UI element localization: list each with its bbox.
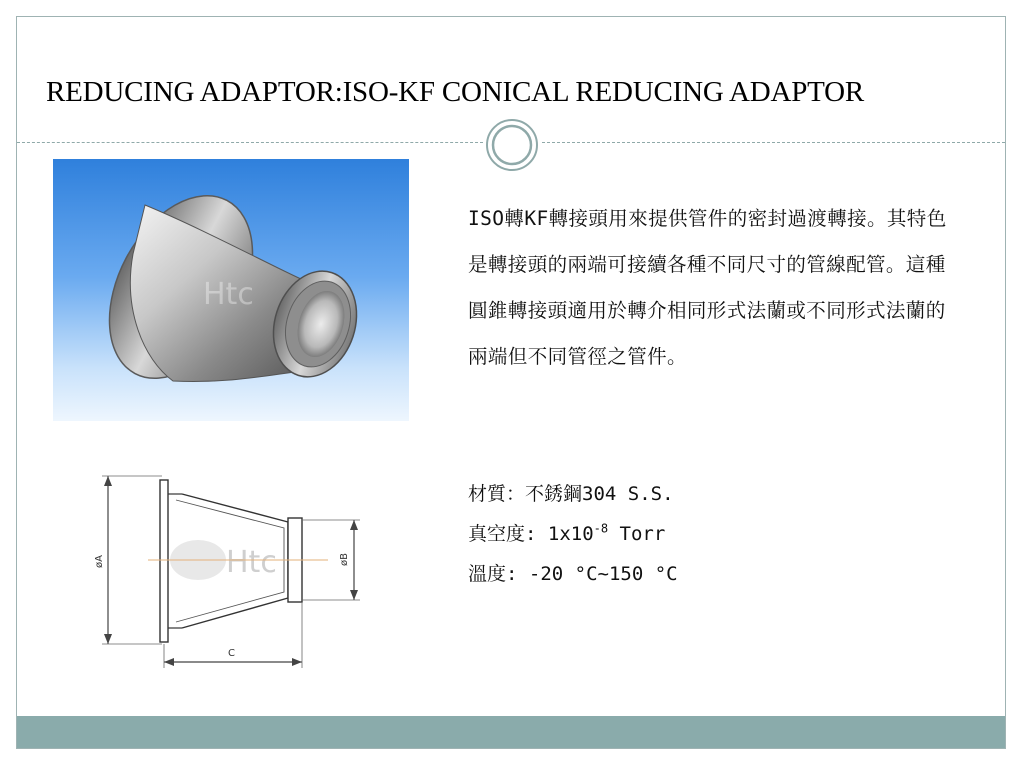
technical-drawing	[88, 460, 388, 698]
dimension-c-label: C	[228, 648, 235, 659]
product-photo	[53, 159, 409, 421]
product-description: ISO轉KF轉接頭用來提供管件的密封過渡轉接。其特色是轉接頭的兩端可接續各種不同尺寸的管線配管。這種圓錐轉接頭適用於轉介相同形式法蘭或不同形式法蘭的兩端但不同管徑之管件。	[468, 207, 947, 368]
footer-band	[17, 716, 1005, 748]
spec-material: 材質：不銹鋼304 S.S.	[468, 483, 674, 505]
title-divider-right	[542, 142, 1005, 143]
slide-title: REDUCING ADAPTOR:ISO-KF CONICAL REDUCING ADAPTOR	[46, 76, 865, 108]
spec-vacuum-value: 真空度: 1x10	[468, 523, 594, 545]
dimension-a-label: øA	[94, 555, 105, 568]
photo-watermark: Htc	[203, 277, 254, 312]
conical-adaptor-illustration	[53, 159, 409, 421]
spec-vacuum-unit: Torr	[608, 523, 666, 545]
dimension-b-label: øB	[339, 553, 350, 566]
drawing-watermark: Htc	[226, 545, 277, 580]
spec-vacuum	[468, 515, 958, 555]
spec-list	[468, 475, 958, 595]
spec-temperature: 溫度: -20 °C~150 °C	[468, 563, 678, 585]
title-divider-left	[17, 142, 483, 143]
spec-vacuum-exponent: -8	[593, 521, 609, 536]
divider-ring-icon	[484, 117, 540, 173]
